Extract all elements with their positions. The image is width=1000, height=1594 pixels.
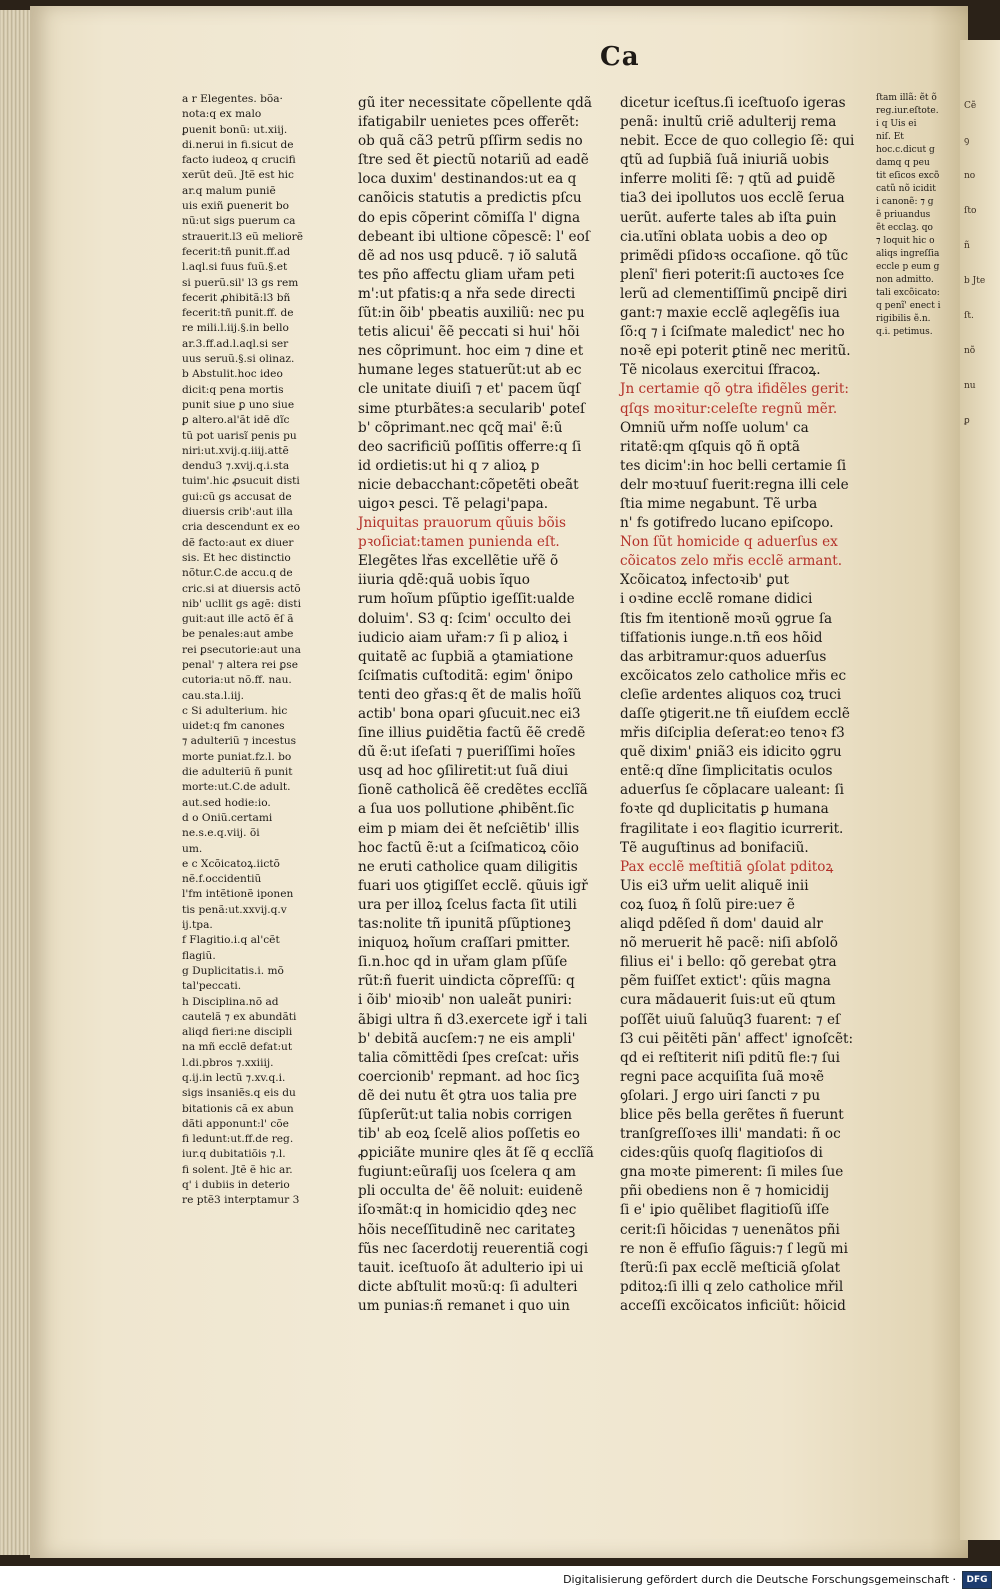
text-line: quẽ dixim' ꝑniã3 eis idicito ꝯgru bbox=[620, 744, 842, 761]
text-line: nebit. Ecce de quo collegio ſẽ: qui bbox=[620, 133, 855, 150]
gloss-line: non admitto. bbox=[876, 275, 934, 285]
rubric-line: qſqs moꝛitur:celeſte regnũ mẽr. bbox=[620, 400, 838, 417]
text-line: gũ iter necessitate cõpellente qdã bbox=[358, 95, 592, 111]
gloss-line: tuim'.hic ꝓsucuit disti bbox=[182, 475, 300, 488]
text-line: cleſie ardentes aliquos coꝝ truci bbox=[620, 686, 842, 703]
gloss-line: fi solent. Jtẽ ẽ hic ar. bbox=[182, 1163, 293, 1176]
gloss-line: niſ. Et bbox=[876, 132, 904, 142]
footer-bar bbox=[0, 1566, 1000, 1594]
text-line: pditoꝝ:ſi illi q zelo catholice mřil bbox=[620, 1278, 844, 1295]
text-line: cura mãdauerit ſuis:ut eũ qtum bbox=[620, 992, 836, 1009]
gloss-line: ij.tpa. bbox=[182, 919, 213, 932]
text-line: nicie debacchant:cõpetẽti obeãt bbox=[358, 476, 579, 493]
gloss-line: q penĩ' enect i bbox=[876, 301, 941, 311]
gloss-line: e c Xcõicatoꝝ.iictõ bbox=[182, 857, 280, 870]
gloss-line: q' i dubiis in deterio bbox=[182, 1179, 290, 1192]
text-line: iudicio aiam uřam:⁊ ſi p alioꝝ i bbox=[358, 629, 568, 646]
gloss-line: si puerũ.sil' l3 gs rem bbox=[182, 276, 299, 289]
facing-page-fragment: no bbox=[964, 171, 976, 181]
funding-notice: Digitalisierung gefördert durch die Deutsche Forschungsgemeinschaft · bbox=[563, 1573, 956, 1586]
gloss-line: dẽ facto:aut ex diuer bbox=[182, 536, 294, 549]
text-line: poſſẽt uiuũ ſaluũq3 fuarent: ⁊ eſ bbox=[620, 1011, 841, 1028]
text-line: aliqd pdẽſed ñ dom' dauid alr bbox=[620, 916, 823, 933]
text-line: b' cõprimant.nec qcq̃ mai' ẽ:ũ bbox=[358, 419, 563, 436]
text-line: ꝓpiciãte munire qles ãt ſẽ q ecclĩã bbox=[358, 1145, 594, 1162]
text-line: ſtia mime negabunt. Tẽ urba bbox=[620, 495, 818, 512]
gloss-line: nẽ.f.occidentiũ bbox=[182, 873, 262, 886]
text-line: tranſgreſſoꝛes illi' mandati: ñ oc bbox=[620, 1126, 841, 1143]
text-line: ſine illius ꝑuidẽtia factũ ẽẽ credẽ bbox=[358, 725, 586, 742]
text-line: coercionib' repmant. ad hoc ſicꝫ bbox=[358, 1068, 580, 1085]
text-line: ſũpſerũt:ut talia nobis corrigen bbox=[358, 1106, 573, 1123]
text-line: filius ei' i bello: qõ gerebat ꝯtra bbox=[620, 954, 837, 971]
text-line: coꝝ ſuoꝝ ñ ſolũ pire:ue⁊ ẽ bbox=[620, 896, 795, 913]
text-line: id ordietis:ut hi q ⁊ alioꝝ p bbox=[358, 457, 540, 474]
rubric-line: Jn certamie qõ ꝯtra ifidẽles gerit: bbox=[620, 381, 849, 398]
text-line: fugiunt:eũraſij uos ſcelera q am bbox=[358, 1164, 576, 1181]
text-line: ſterũ:ſi pax ecclẽ meſticiã ꝯſolat bbox=[620, 1259, 841, 1276]
text-line: blice pẽs bella gerẽtes ñ fuerunt bbox=[620, 1106, 844, 1123]
text-line: pẽm fuiſſet extict': qũis magna bbox=[620, 973, 831, 990]
text-line: ſi.n.hoc qd in uřam glam pſũſe bbox=[358, 954, 568, 971]
gloss-line: ⁊ adulteriũ ⁊ incestus bbox=[182, 735, 297, 748]
gloss-line: aliqs ingreſſia bbox=[876, 249, 940, 259]
text-line: um punias:ñ remanet i quo uin bbox=[358, 1297, 570, 1314]
main-text-column-middle bbox=[358, 94, 600, 1316]
text-line: inferre moliti ſẽ: ⁊ qtũ ad ꝑuidẽ bbox=[620, 171, 836, 188]
text-line: tenti deo gřas:q ẽt de malis hoĩũ bbox=[358, 686, 582, 703]
text-line: rum hoĩum pſũptio igeſſit:ualde bbox=[358, 591, 575, 608]
text-line: qtũ ad ſupbiã ſuã iniuriã uobis bbox=[620, 152, 829, 169]
text-line: dẽ dei nutu ẽt ꝯtra uos talia pre bbox=[358, 1087, 577, 1104]
text-line: excõicatos zelo catholice mřis ec bbox=[620, 667, 847, 684]
gloss-line: ar.q malum puniẽ bbox=[182, 184, 276, 197]
facing-page-fragment: ꝯ bbox=[964, 136, 970, 146]
text-line: ritatẽ:qm qſquis qõ ñ optã bbox=[620, 438, 800, 455]
gloss-line: eccle p eum g bbox=[876, 262, 940, 272]
gloss-line: xerũt deũ. Jtẽ est hic bbox=[182, 169, 294, 182]
text-line: fuari uos ꝯtigiſſet ecclẽ. qũuis igř bbox=[358, 877, 588, 894]
gloss-line: l.aql.si fuus fuũ.§.et bbox=[182, 261, 288, 274]
gloss-line: tis penã:ut.xxvij.q.v bbox=[182, 903, 287, 916]
facing-page-fragment: ſt. bbox=[964, 311, 974, 321]
gloss-line: um. bbox=[182, 842, 203, 855]
text-line: cides:qũis quoſq flagitioſos di bbox=[620, 1145, 823, 1162]
facing-page-fragment: ꝑ bbox=[964, 416, 970, 426]
gloss-line: aliqd fieri:ne discipli bbox=[182, 1026, 293, 1039]
gloss-line: strauerit.l3 eũ meliorẽ bbox=[182, 230, 304, 243]
right-gloss-column bbox=[876, 92, 956, 339]
gloss-line: g Duplicitatis.i. mõ bbox=[182, 964, 284, 977]
text-line: uigoꝛ ꝑesci. Tẽ pelagi'papa. bbox=[358, 495, 549, 512]
left-gloss-column bbox=[182, 92, 330, 1209]
rubric-line: pꝛoſiciat:tamen punienda eſt. bbox=[358, 534, 560, 551]
text-line: humane leges statuerũt:ut ab ec bbox=[358, 362, 582, 379]
gloss-line: guit:aut ille actõ ẽſ ã bbox=[182, 613, 294, 626]
text-line: pñi obediens non ẽ ⁊ homicidij bbox=[620, 1183, 830, 1200]
gloss-line: b Abstulit.hoc ideo bbox=[182, 368, 283, 381]
gloss-line: bitationis cã ex abun bbox=[182, 1102, 294, 1115]
rubric-line: Non ſũt homicide q aduerſus ex bbox=[620, 534, 838, 551]
text-line: ſũt:in õib' pbeatis auxiliũ: nec pu bbox=[358, 305, 585, 322]
gloss-line: rei ꝑsecutorie:aut una bbox=[182, 643, 301, 656]
text-line: ura per illoꝝ ſcelus facta ſit utili bbox=[358, 896, 577, 913]
text-line: talia cõmittẽdi ſpes creſcat: uřis bbox=[358, 1049, 579, 1066]
gloss-line: q.i. petimus. bbox=[876, 327, 933, 337]
text-line: iſoꝛmãt:q in homicidio qdeꝫ nec bbox=[358, 1202, 577, 1219]
gloss-line: fi ledunt:ut.ff.de reg. bbox=[182, 1133, 294, 1146]
text-line: rũt:ñ fuerit uindicta cõpreſſũ: q bbox=[358, 973, 575, 990]
text-line: gna moꝛte pimerent: ſi miles ſue bbox=[620, 1164, 844, 1181]
text-line: das arbitramur:quos aduerſus bbox=[620, 648, 827, 665]
gloss-line: ẽ priuandus bbox=[876, 210, 931, 220]
text-line: ſciſmatis cuſtoditã: egim' õnipo bbox=[358, 667, 573, 684]
gloss-line: cria descendunt ex eo bbox=[182, 521, 300, 534]
text-line: fũs nec ſacerdotij reuerentiã cogi bbox=[358, 1240, 589, 1257]
text-line: tauit. iceſtuoſo ãt adulterio ipi ui bbox=[358, 1259, 584, 1276]
gloss-line: dãti apponunt:l' cõe bbox=[182, 1117, 289, 1130]
gloss-line: re ptẽ3 interptamur 3 bbox=[182, 1194, 300, 1207]
text-line: acceſſi excõicatos inficiũt: hõicid bbox=[620, 1297, 846, 1314]
gloss-line: tal'peccati. bbox=[182, 980, 242, 993]
text-line: ſionẽ catholicã ẽẽ credẽtes ecclĩã bbox=[358, 782, 588, 799]
text-line: entẽ:q dĩne ſimplicitatis oculos bbox=[620, 763, 833, 780]
gloss-line: flagiũ. bbox=[182, 949, 216, 962]
gloss-line: q.ij.in lectũ ⁊.xv.q.i. bbox=[182, 1072, 286, 1084]
text-line: delr moꝛtuuſ fuerit:regna illi cele bbox=[620, 476, 849, 493]
text-line: cia.utĩni oblata uobis a deo op bbox=[620, 228, 828, 245]
text-line: ifatigabilr uenietes pces offerẽt: bbox=[358, 114, 580, 131]
facing-page-fragment: ñ bbox=[964, 241, 970, 251]
facing-page-fragment: ſto bbox=[964, 206, 977, 216]
text-line: Omniũ uřm noſſe uolum' ca bbox=[620, 419, 809, 436]
text-line: re non ẽ effuſio ſãguis:⁊ ſ legũ mi bbox=[620, 1240, 848, 1257]
gloss-line: sis. Et hec distinctio bbox=[182, 551, 291, 564]
text-line: debeant ibi ultione cõpescẽ: l' eoſ bbox=[358, 228, 590, 245]
text-line: canõicis statutis a predictis pſcu bbox=[358, 190, 582, 207]
text-line: qd ei reſtiterit niſi pditũ fle:⁊ ſui bbox=[620, 1049, 840, 1066]
gloss-line: na mñ ecclẽ defat:ut bbox=[182, 1041, 293, 1054]
text-line: gant:⁊ maxie ecclẽ aqlegẽſis iua bbox=[620, 305, 840, 322]
text-line: uerũt. auferte tales ab iſta ꝑuin bbox=[620, 209, 837, 226]
text-line: iiuria qdẽ:quã uobis ĩquo bbox=[358, 572, 530, 589]
gloss-line: ſtam illã: ẽt õ bbox=[876, 93, 937, 103]
text-line: cerit:ſi hõicidas ⁊ uenenãtos pñi bbox=[620, 1221, 840, 1238]
gloss-line: uus seruũ.§.si olinaz. bbox=[182, 353, 295, 366]
gloss-line: catũ nõ icidit bbox=[876, 184, 936, 194]
text-line: noꝛẽ epi poterit ꝑtinẽ nec meritũ. bbox=[620, 343, 851, 360]
gloss-line: uis exiñ ꝑuenerit bo bbox=[182, 200, 289, 213]
text-line: ſtis fm itentionẽ moꝛũ ꝯgrue ſa bbox=[620, 610, 833, 627]
gloss-line: h Disciplina.nõ ad bbox=[182, 995, 279, 1008]
text-line: dũ ẽ:ut iſeſati ⁊ pueriſſimi hoĩes bbox=[358, 744, 576, 761]
gloss-line: ẽt ecclaꝫ. qo bbox=[876, 223, 933, 233]
gloss-line: nota:q ex malo bbox=[182, 108, 262, 121]
text-line: ꝯſolari. J ergo uiri ſancti ⁊ pu bbox=[620, 1087, 821, 1104]
gloss-line: dicit:q pena mortis bbox=[182, 383, 284, 396]
gloss-line: f Flagitio.i.q al'cẽt bbox=[182, 934, 280, 947]
text-line: eim p miam dei ẽt neſciẽtib' illis bbox=[358, 820, 580, 837]
gloss-line: hoc.c.dicut g bbox=[876, 145, 935, 155]
text-line: doluim'. S3 q: ſcim' occulto dei bbox=[358, 610, 572, 627]
gloss-line: a r Elegentes. bõa· bbox=[182, 93, 283, 105]
gloss-line: gui:cũ gs accusat de bbox=[182, 490, 292, 503]
text-line: tiſfationis iunge.n.tñ eos hõid bbox=[620, 629, 823, 646]
gloss-line: tali excõicato: bbox=[876, 288, 940, 298]
text-line: dicetur iceſtus.ſi iceſtuoſo igeras bbox=[620, 95, 846, 111]
text-line: tes dicim':in hoc belli certamie ſi bbox=[620, 457, 847, 474]
gloss-line: ne.s.e.q.viij. õi bbox=[182, 827, 260, 840]
text-line: tetis alicui' ẽẽ peccati si hui' hõi bbox=[358, 324, 580, 341]
text-line: Tẽ auguſtinus ad bonifaciũ. bbox=[620, 839, 809, 856]
gloss-line: die adulteriũ ñ punit bbox=[182, 766, 293, 779]
text-line: ob quã cã3 petrũ pſſirm sedis no bbox=[358, 133, 583, 150]
gloss-line: d o Oniũ.certami bbox=[182, 811, 273, 824]
gloss-line: punit siue ꝑ uno siue bbox=[182, 398, 295, 411]
text-line: lerũ ad clementiſſimũ ꝑncipẽ diri bbox=[620, 285, 848, 302]
rubric-line: cõicatos zelo mřis ecclẽ armant. bbox=[620, 553, 843, 570]
text-line: usq ad hoc ꝯſiliretit:ut ſuã diui bbox=[358, 763, 569, 780]
gloss-line: dendu3 ⁊.xvij.q.i.sta bbox=[182, 460, 290, 473]
text-line: cle unitate diuiſi ⁊ et' pacem ũqſ bbox=[358, 381, 581, 398]
gloss-line: i canonẽ: ⁊ g bbox=[876, 197, 934, 207]
text-line: hoc factũ ẽ:ut a ſciſmaticoꝝ cõio bbox=[358, 839, 579, 856]
gloss-line: damq q peu bbox=[876, 158, 930, 168]
text-line: iniquoꝝ hoĩum craſſari pmitter. bbox=[358, 935, 571, 952]
text-line: tia3 dei ipollutos uos ecclẽ ſerua bbox=[620, 190, 845, 207]
text-line: regni pace acquiſita ſuã moꝛẽ bbox=[620, 1068, 825, 1085]
text-line: Uis ei3 uřm uelit aliquẽ inii bbox=[620, 877, 809, 894]
text-line: tas:nolite tñ ipunitã pſũptioneꝫ bbox=[358, 916, 571, 933]
text-line: loca duxim' destinandos:ut ea q bbox=[358, 171, 577, 188]
gloss-line: nũ:ut sigs puerum ca bbox=[182, 215, 296, 228]
gloss-line: ꝑuenit bonũ: ut.xiij. bbox=[182, 123, 288, 136]
text-line: dicte abſtulit moꝛũ:q: ſi adulteri bbox=[358, 1278, 578, 1295]
gloss-line: c Si adulterium. hic bbox=[182, 704, 288, 717]
text-line: n' fs gotifredo lucano epiſcopo. bbox=[620, 515, 834, 532]
text-line: tes pño affectu gliam uřam peti bbox=[358, 266, 575, 283]
text-line: daſſe ꝯtigerit.ne tñ eiuſdem ecclẽ bbox=[620, 706, 850, 722]
text-line: ſ3 cui pẽitẽti pãn' affect' ignoſcẽt: bbox=[620, 1030, 854, 1047]
gloss-line: fecerit ꝓhibitã:l3 bñ bbox=[182, 291, 291, 304]
text-line: hõis neceſſitudinẽ nec caritateꝫ bbox=[358, 1221, 576, 1238]
text-line: foꝛte qd duplicitatis ꝑ humana bbox=[620, 801, 829, 818]
gloss-line: diuersis crib':aut illa bbox=[182, 506, 293, 519]
text-line: dẽ ad nos usq pducẽ. ⁊ iõ salutã bbox=[358, 247, 578, 264]
text-line: i õib' mioꝛib' non ualeãt puniri: bbox=[358, 992, 573, 1009]
gloss-line: morte:ut.C.de adult. bbox=[182, 781, 291, 794]
gloss-line: re mili.l.iij.§.in bello bbox=[182, 322, 289, 335]
facing-page-fragment: Cẽ bbox=[964, 101, 977, 111]
gloss-line: cutoria:ut nõ.ff. nau. bbox=[182, 674, 292, 687]
text-line: b' debitã aucſem:⁊ ne eis ampli' bbox=[358, 1030, 576, 1047]
text-line: a ſua uos pollutione ꝓhibẽnt.ſic bbox=[358, 801, 575, 818]
facing-page-fragment: nu bbox=[964, 381, 976, 391]
gloss-line: uidet:q fm canones bbox=[182, 720, 285, 733]
gloss-line: tũ pot uarisĩ penis pu bbox=[182, 429, 297, 442]
main-text-column-right bbox=[620, 94, 855, 1316]
gloss-line: tit eſicos excõ bbox=[876, 171, 940, 181]
gloss-line: iur.q dubitatiõis ⁊.l. bbox=[182, 1148, 286, 1161]
text-line: nõ meruerit hẽ pacẽ: niſi abſolõ bbox=[620, 935, 838, 952]
gloss-line: ꝑ altero.al'ãt idẽ dĩc bbox=[182, 414, 290, 427]
gloss-line: morte puniat.fz.l. bo bbox=[182, 750, 292, 763]
gloss-line: be penales:aut ambe bbox=[182, 628, 294, 641]
gloss-line: niri:ut.xvij.q.iiij.attẽ bbox=[182, 444, 289, 457]
gloss-line: nõtur.C.de accu.q de bbox=[182, 567, 293, 580]
gloss-line: aut.sed hodie:io. bbox=[182, 796, 271, 809]
gloss-line: fecerit:tñ punit.ff. de bbox=[182, 307, 294, 320]
text-line: pli occulta de' ẽẽ noluit: euidenẽ bbox=[358, 1183, 583, 1200]
text-line: nes cõprimunt. hoc eim ⁊ dine et bbox=[358, 343, 584, 360]
gloss-line: di.nerui in fi.sicut de bbox=[182, 138, 294, 151]
text-line: Tẽ nicolaus exercitui ſfracoꝝ. bbox=[620, 362, 821, 379]
gloss-line: ar.3.ff.ad.l.aql.si ser bbox=[182, 337, 289, 350]
text-line: m':ut pfatis:q a nřa sede directi bbox=[358, 285, 576, 302]
gloss-line: rigibilis ẽ.n. bbox=[876, 314, 931, 324]
gloss-line: cau.sta.l.iij. bbox=[182, 689, 245, 702]
facing-page-fragment: nõ bbox=[964, 346, 976, 356]
text-line: quitatẽ ac ſupbiã a ꝯtamiatione bbox=[358, 648, 574, 665]
text-line: ſtre sed ẽt ꝑiectũ notariũ ad eadẽ bbox=[358, 152, 589, 169]
header-mark: Ca bbox=[600, 42, 640, 72]
gloss-line: sigs insaniẽs.q eis du bbox=[182, 1087, 296, 1100]
gloss-line: l.di.pbros ⁊.xxiiij. bbox=[182, 1056, 274, 1069]
rubric-line: Pax ecclẽ meſtitiã ꝯſolat pditoꝝ bbox=[620, 858, 834, 875]
text-line: ãbigi ultra ñ d3.exercete igř i tali bbox=[358, 1011, 588, 1028]
text-line: aduerſus ſe cõplacare ualeant: ſi bbox=[620, 782, 844, 799]
text-line: penã: inultũ criẽ adulterij rema bbox=[620, 114, 837, 131]
gloss-line: fecerit:tñ punit.ff.ad bbox=[182, 245, 291, 258]
gloss-line: l'fm intẽtionẽ iponen bbox=[182, 888, 294, 901]
text-line: actib' bona opari ꝯſucuit.nec ei3 bbox=[358, 706, 581, 722]
text-line: tib' ab eoꝝ ſcelẽ alios poſſetis eo bbox=[358, 1126, 581, 1143]
text-line: do epis cõperint cõmiſſa l' digna bbox=[358, 209, 581, 226]
gloss-line: cautelã ⁊ ex abundãti bbox=[182, 1010, 297, 1023]
text-line: i oꝛdine ecclẽ romane didici bbox=[620, 591, 813, 608]
gloss-line: ⁊ loquit hic o bbox=[876, 236, 935, 246]
rubric-line: Jniquitas prauorum qũuis bõis bbox=[358, 515, 566, 532]
text-line: mřis diſciplia deſerat:eo tenoꝛ f3 bbox=[620, 725, 845, 742]
facing-page-edge bbox=[960, 40, 1000, 1540]
text-line: deo sacrificiũ poſſitis offerre:q ſi bbox=[358, 438, 582, 455]
text-line: Xcõicatoꝝ infectoꝛib' ꝑut bbox=[620, 572, 789, 589]
text-line: ſi e' iꝑio quẽlibet flagitioſũ iſſe bbox=[620, 1202, 830, 1219]
text-line: fragilitate i eoꝛ flagitio icurrerit. bbox=[620, 820, 844, 837]
text-line: ne eruti catholice quam diligitis bbox=[358, 858, 578, 875]
gloss-line: nib' ucllit gs agẽ: disti bbox=[182, 597, 301, 610]
gloss-line: i q Uis ei bbox=[876, 119, 917, 129]
gloss-line: cric.si at diuersis actõ bbox=[182, 582, 301, 595]
dfg-logo: DFG bbox=[962, 1571, 992, 1589]
facing-page-fragment: b Jte bbox=[964, 276, 986, 286]
gloss-line: facto iudeoꝝ q crucifi bbox=[182, 154, 296, 167]
text-line: ſõ:q ⁊ i ſciſmate maledict' nec ho bbox=[620, 324, 845, 341]
text-line: plenĩ' fieri poterit:ſi auctoꝛes ſce bbox=[620, 266, 845, 283]
gloss-line: penal' ⁊ altera rei ꝑse bbox=[182, 658, 298, 671]
gloss-line: reg.iur.eſtote. bbox=[876, 106, 939, 116]
text-line: sime pturbãtes:a secularib' ꝑoteſ bbox=[358, 400, 586, 417]
text-line: primẽdi pſidoꝛs occaſione. qõ tũc bbox=[620, 247, 849, 264]
text-line: Elegẽtes lřas excellẽtie uřẽ õ bbox=[358, 553, 559, 570]
